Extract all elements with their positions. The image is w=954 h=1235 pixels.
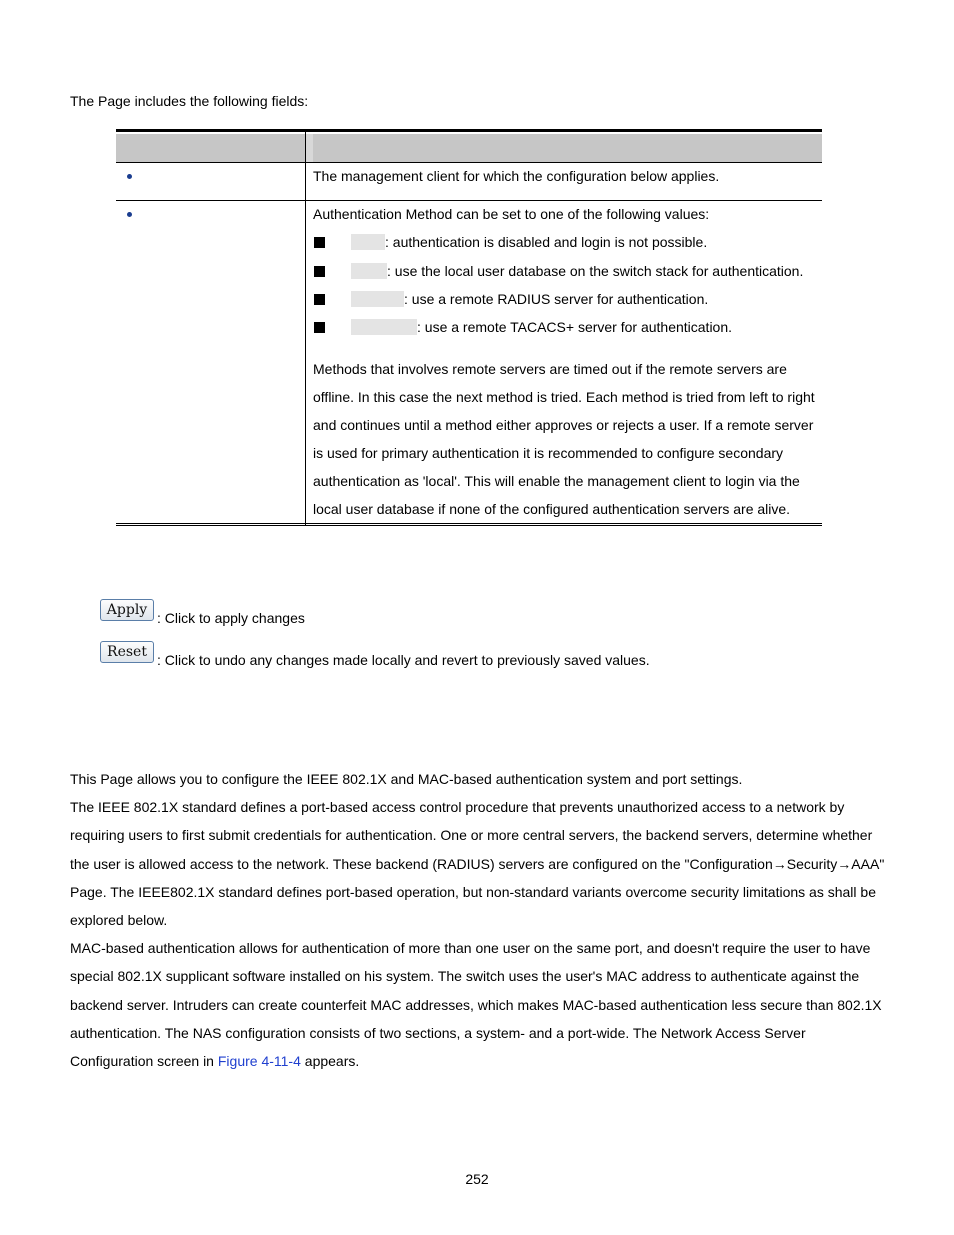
square-bullet-icon [314, 322, 325, 333]
row1-description: The management client for which the configuration below applies. [313, 168, 720, 184]
table-top-rule [116, 129, 822, 132]
option-none-text: : authentication is disabled and login is not possible. [385, 234, 708, 250]
option-local-text: : use the local user database on the switch stack for authentication. [387, 263, 804, 279]
body-line-prefix: Configuration screen in [70, 1053, 218, 1070]
page-number: 252 [465, 1171, 489, 1187]
body-line: Page. The IEEE802.1X standard defines port-based operation, but non-standard variants overcome security limitations as shall be [70, 883, 876, 900]
table-row-divider [116, 162, 822, 163]
body-line: the user is allowed access to the network. These backend (RADIUS) servers are configured on the "Configuration→Security→AAA" [70, 855, 885, 872]
body-line: MAC-based authentication allows for authentication of more than one user on the same port, and doesn't require the user to have [70, 940, 871, 957]
option-keyword-highlight [351, 291, 404, 307]
row2-note [313, 355, 818, 523]
nas-description [70, 765, 890, 1075]
square-bullet-icon [314, 237, 325, 248]
option-keyword-highlight [351, 234, 385, 250]
body-line: special 802.1X supplicant software installed on his system. The switch uses the user's MAC address to authenticate against the [70, 968, 860, 985]
square-bullet-icon [314, 266, 325, 277]
note-line: local user database if none of the configured authentication servers are alive. [313, 501, 791, 517]
table-column-divider [305, 132, 306, 525]
body-line: backend server. Intruders can create counterfeit MAC addresses, which makes MAC-based authentication less secure than 802.1X [70, 996, 882, 1013]
note-line: is used for primary authentication it is recommended to configure secondary [313, 445, 784, 461]
intro-text: The Page includes the following fields: [70, 93, 309, 109]
body-line: The IEEE 802.1X standard defines a port-based access control procedure that prevents unauthorized access to a network by [70, 799, 845, 816]
body-line: authentication. The NAS configuration consists of two sections, a system- and a port-wide. The Network Access Server [70, 1024, 806, 1041]
body-line: explored below. [70, 912, 168, 929]
body-line-suffix: appears. [300, 1053, 360, 1070]
note-line: offline. In this case the next method is tried. Each method is tried from left to right [313, 389, 815, 405]
row2-description: Authentication Method can be set to one of the following values: [313, 206, 710, 222]
note-line: Methods that involves remote servers are timed out if the remote servers are [313, 361, 787, 377]
square-bullet-icon [314, 294, 325, 305]
table-row-divider [116, 200, 822, 201]
body-line-last [70, 1047, 890, 1075]
apply-button[interactable]: Apply [100, 599, 154, 621]
option-keyword-highlight [351, 263, 387, 279]
note-line: and continues until a method either approves or rejects a user. If a remote server [313, 417, 814, 433]
reset-description: : Click to undo any changes made locally and revert to previously saved values. [157, 652, 650, 668]
table-header [116, 134, 822, 162]
option-tacacs-text: : use a remote TACACS+ server for authentication. [417, 319, 733, 335]
fields-table [116, 129, 822, 527]
option-keyword-highlight [351, 319, 417, 335]
apply-description: : Click to apply changes [157, 610, 305, 626]
note-line: authentication as 'local'. This will enable the management client to login via the [313, 473, 800, 489]
figure-link[interactable]: Figure 4-11-4 [217, 1053, 301, 1070]
table-bottom-rule [116, 523, 822, 526]
reset-button[interactable]: Reset [100, 641, 154, 663]
bullet-icon [127, 212, 132, 217]
bullet-icon [127, 174, 132, 179]
option-radius-text: : use a remote RADIUS server for authentication. [404, 291, 709, 307]
body-line: This Page allows you to configure the IEEE 802.1X and MAC-based authentication system and port settings. [70, 771, 743, 787]
table-header-separator [305, 134, 313, 162]
body-line: requiring users to first submit credentials for authentication. One or more central servers, the backend servers, determine whether [70, 827, 873, 844]
